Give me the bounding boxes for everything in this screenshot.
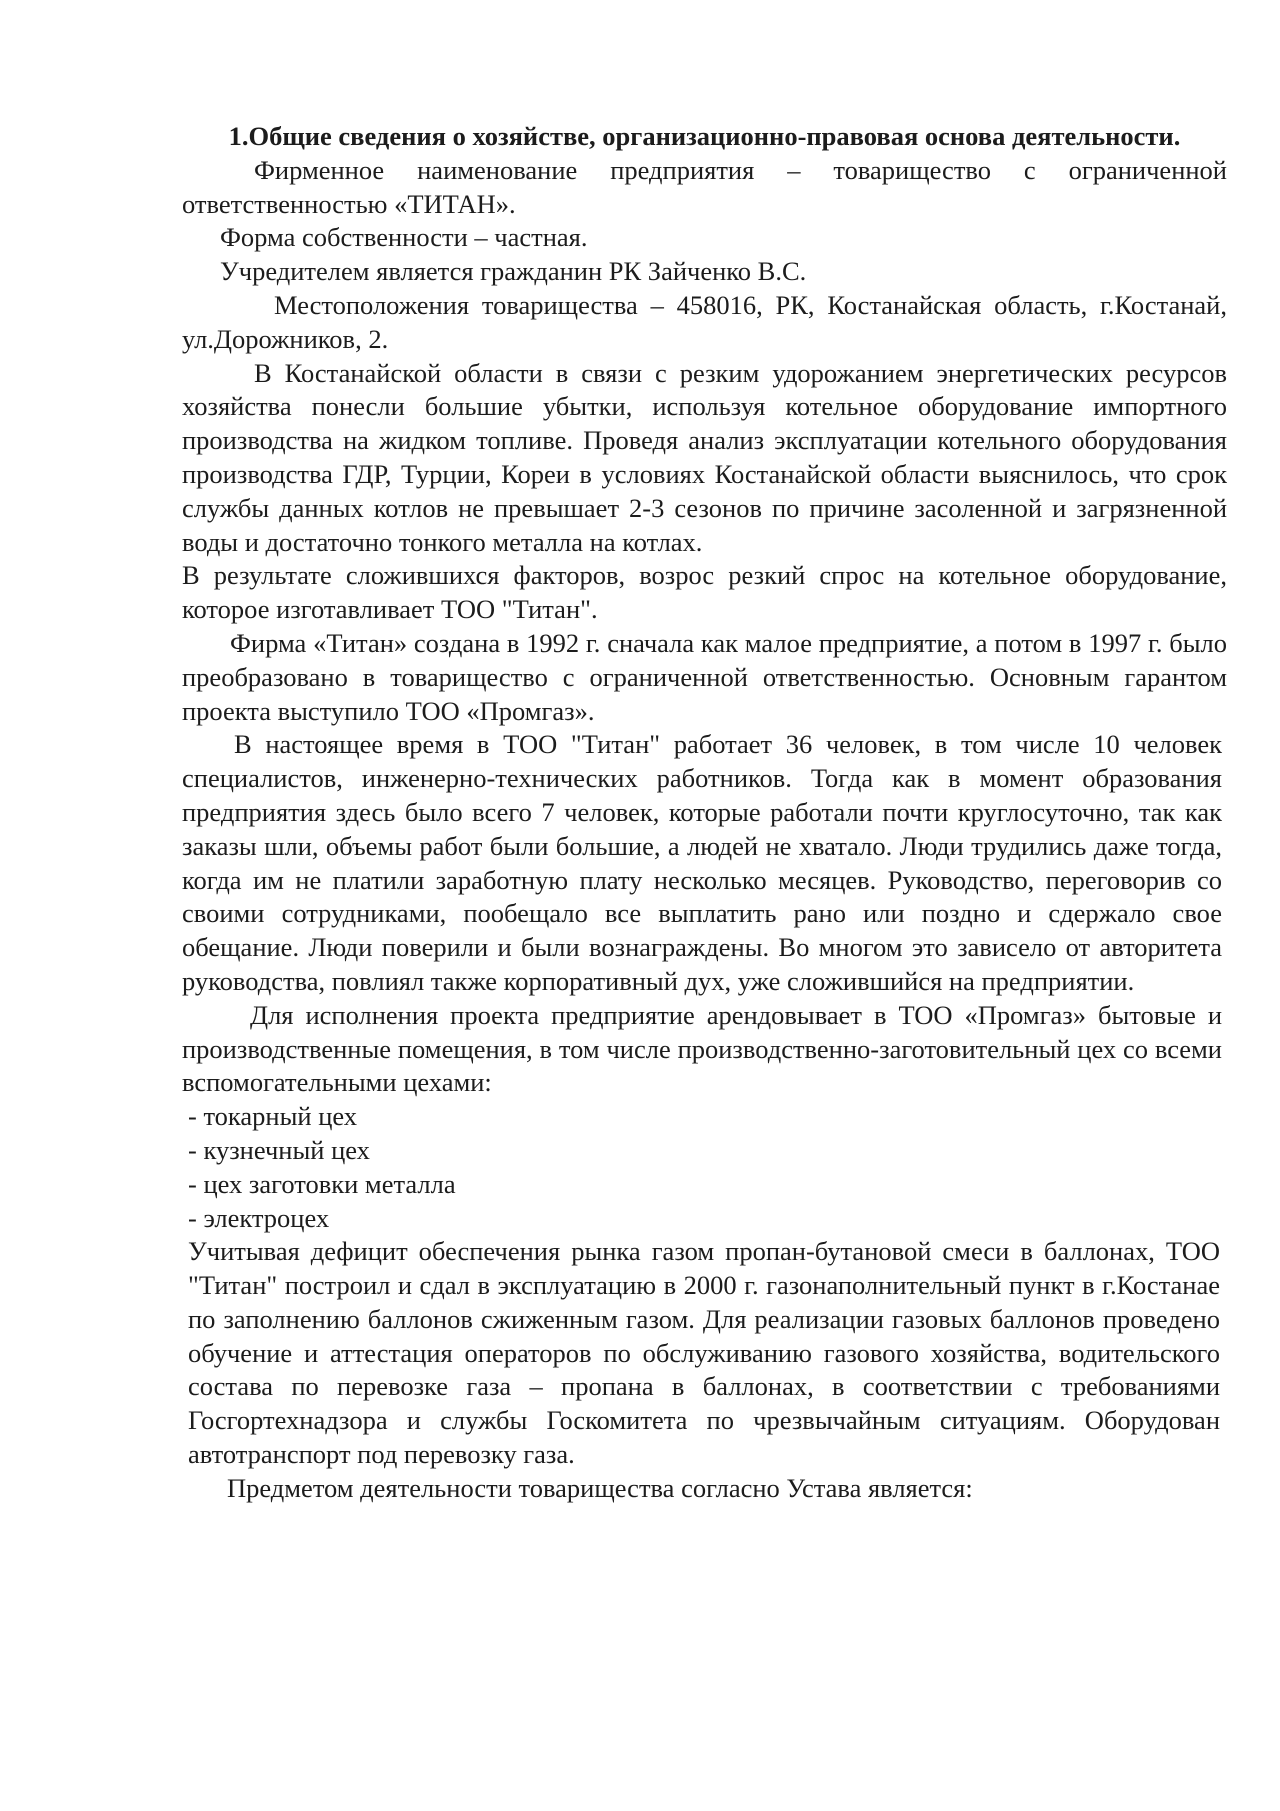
paragraph-history: Фирма «Титан» создана в 1992 г. сначала как малое предприятие, а потом в 1997 г. было преобразовано в товарищество с ограниченной ответственностью. Основным гарантом проекта выступило ТОО «Промгаз». — [182, 627, 1227, 726]
list-item: - электроцех — [188, 1202, 330, 1233]
paragraph-background: В Костанайской области в связи с резким удорожанием энергетических ресурсов хозяйства понесли большие убытки, используя котельное оборудование импортного производства на жидком топливе. Проведя анализ эксплуатации котельного оборудования производства ГДР, Турции, Кореи в условиях Костанайской области выяснилось, что срок службы данных котлов не превышает 2-3 сезонов по причине засоленной и загрязненной воды и достаточно тонкого металла на котлах. — [182, 357, 1227, 557]
paragraph-premises: Для исполнения проекта предприятие арендовывает в ТОО «Промгаз» бытовые и производственные помещения, в том числе производственно-заготовительный цех со всеми вспомогательными цехами: — [182, 999, 1222, 1098]
paragraph-founder: Учредителем является гражданин РК Зайченко В.С. — [220, 256, 807, 287]
paragraph-activity-subject: Предметом деятельности товарищества согласно Устава является: — [227, 1472, 973, 1503]
workshop-list — [182, 1100, 1227, 1235]
page-title: 1.Общие сведения о хозяйстве, организационно-правовая основа деятельности. — [228, 121, 1181, 151]
paragraph-staff: В настоящее время в ТОО "Титан" работает 36 человек, в том числе 10 человек специалистов, инженерно-технических работников. Тогда как в момент образования предприятия здесь было всего 7 человек, которые работали почти круглосуточно, так как заказы шли, объемы работ были большие, а людей не хватало. Люди трудились даже тогда, когда им не платили заработную плату несколько месяцев. Руководство, переговорив со своими сотрудниками, пообещало все выплатить рано или поздно и сдержало свое обещание. Люди поверили и были вознаграждены. Во многом это зависело от авторитета руководства, повлиял также корпоративный дух, уже сложившийся на предприятии. — [182, 729, 1222, 996]
list-item: - цех заготовки металла — [188, 1168, 456, 1199]
document-page — [182, 120, 1227, 1506]
paragraph-company-name: Фирменное наименование предприятия – товарищество с ограниченной ответственностью «ТИТАН». — [182, 154, 1227, 219]
paragraph-location: Местоположения товарищества – 458016, РК, Костанайская область, г.Костанай, ул.Дорожников, 2. — [182, 289, 1227, 354]
paragraph-gas-station: Учитывая дефицит обеспечения рынка газом пропан-бутановой смеси в баллонах, ТОО "Титан" построил и сдал в эксплуатацию в 2000 г. газонаполнительный пункт в г.Костанае по заполнению баллонов сжиженным газом. Для реализации газовых баллонов проведено обучение и аттестация операторов по обслуживанию газового хозяйства, водительского состава по перевозке газа – пропана в баллонах, в соответствии с требованиями Госгортехнадзора и службы Госкомитета по чрезвычайным ситуациям. Оборудован автотранспорт под перевозку газа. — [188, 1236, 1220, 1470]
paragraph-demand: В результате сложившихся факторов, возрос резкий спрос на котельное оборудование, которое изготавливает ТОО "Титан". — [182, 560, 1227, 625]
paragraph-ownership: Форма собственности – частная. — [220, 222, 588, 253]
list-item: - кузнечный цех — [188, 1134, 370, 1165]
list-item: - токарный цех — [188, 1101, 358, 1132]
